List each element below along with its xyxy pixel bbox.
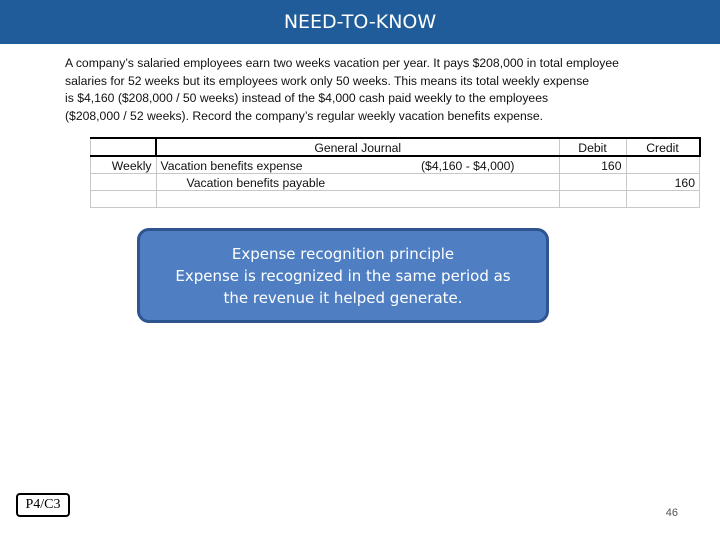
debit-amount	[559, 191, 626, 208]
entry-account	[156, 156, 559, 174]
credit-amount: 160	[626, 174, 700, 191]
callout-line: the revenue it helped generate.	[223, 289, 463, 307]
credit-account-name: Vacation benefits payable	[156, 174, 559, 191]
journal-row	[91, 191, 700, 208]
credit-amount	[626, 191, 700, 208]
entry-date	[91, 191, 157, 208]
calculation-note: ($4,160 - $4,000)	[420, 159, 515, 173]
page-number: 46	[665, 507, 678, 519]
callout-line: Expense is recognized in the same period as	[175, 267, 511, 285]
debit-amount	[559, 174, 626, 191]
credit-amount	[626, 156, 700, 174]
credit-header: Credit	[626, 138, 700, 156]
debit-account-name: Vacation benefits expense	[160, 159, 303, 173]
debit-header: Debit	[559, 138, 626, 156]
journal-row	[91, 156, 700, 174]
debit-amount: 160	[559, 156, 626, 174]
entry-date: Weekly	[91, 156, 157, 174]
callout-heading: Expense recognition principle	[231, 245, 455, 263]
journal-title: General Journal	[156, 138, 559, 156]
principle-callout	[137, 228, 549, 323]
page-title: NEED-TO-KNOW	[283, 11, 437, 33]
problem-statement: A company’s salaried employees earn two weeks vacation per year. It pays $208,000 in total employee salaries for 52 weeks but its employees work only 50 weeks. This means its total weekly expense is $4,160 ($208,000 / 50 weeks) instead of the $4,000 cash paid weekly to the employees ($208,000 / 52 weeks). Record the company’s regular weekly vacation benefits expense.	[65, 56, 619, 123]
journal-header-row	[91, 138, 700, 156]
entry-account	[156, 191, 559, 208]
general-journal-table	[90, 137, 701, 208]
entry-date	[91, 174, 157, 191]
date-header-cell	[91, 138, 157, 156]
journal-row	[91, 174, 700, 191]
learning-objective-badge: P4/C3	[16, 493, 70, 517]
title-bar	[0, 0, 720, 44]
